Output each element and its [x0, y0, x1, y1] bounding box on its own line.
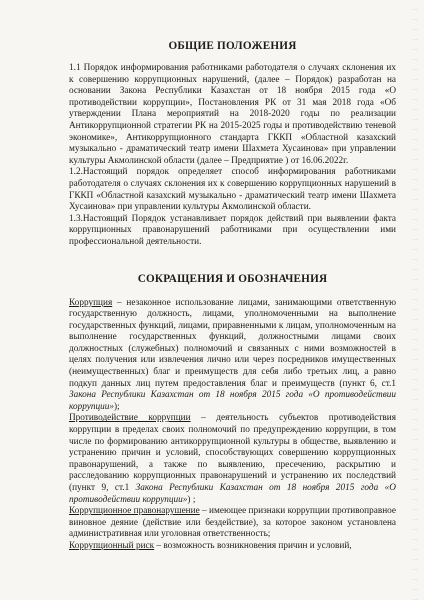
term-corruption: Коррупция: [69, 297, 113, 308]
paragraph-1-3: 1.3.Настоящий Порядок устанавливает порядок действий при выявлении факта коррупционных правонарушений работниками при осуществлении ими профессиональной деятельности.: [69, 213, 396, 247]
definition-corruption-end: );: [113, 401, 120, 412]
paragraph-1-1: 1.1 Порядок информирования работниками работодателя о случаях склонения их к совершению коррупционных нарушений, (далее – Порядок) разработан на основании Закона Республики Казахстан от 18 ноября 2015 года «О противодействии коррупции», Постановления РК от 31 мая 2018 года «Об утверждении Плана мероприятий на 2018-2020 годы по реализации Антикоррупционной стратегии РК на 2015-2025 годы и противодействию теневой экономике», Антикоррупционного стандарта ГККП «Областной казахский музыкально - драматический театр имени Шахмета Хусаинова» при управлении культуры Акмолинской области (далее – Предприятие ) от 16.06.2022г.: [69, 63, 396, 166]
scan-edge-marks: [412, 0, 418, 600]
definition-corruption-offense: [69, 506, 396, 541]
definition-corruption-offense-text: – имеющее признаки коррупции противоправное виновное деяние (действие или бездействие), за которое законом установлена административная или уголовная ответственность;: [69, 506, 396, 540]
term-corruption-offense: Коррупционное правонарушение: [69, 506, 200, 517]
definition-corruption-risk: [69, 541, 396, 553]
paragraph-1-2: 1.2.Настоящий порядок определяет способ информирования работниками работодателя о случаях склонения их к совершению коррупционных нарушений в ГККП «Областной казахский музыкально - драматический театр имени Шахмета Хусаинова» при управлении культуры Акмолинской области.: [69, 167, 396, 213]
term-anti-corruption: Противодействие коррупции: [69, 413, 191, 424]
definition-corruption-risk-text: – возможность возникновения причин и условий,: [154, 540, 352, 551]
definition-corruption-source: Закона Республики Казахстан от 18 ноября 2015 года «О противодействии коррупции»: [69, 390, 396, 412]
definition-anti-corruption-text: – деятельность субъектов противодействия коррупции в пределах своих полномочий по предупреждению коррупции, в том числе по формированию антикоррупционной культуры в обществе, выявлению и устранению причин и условий, способствующих совершению коррупционных правонарушений, а также по выявлению, пресечению, раскрытию и расследованию коррупционных правонарушений и устранению их последствий (пункт 9, ст.1: [69, 413, 396, 493]
definition-anti-corruption-source: Закона Республики Казахстан от 18 ноября 2015 года «О противодействии коррупции»: [69, 483, 396, 505]
definition-corruption: [69, 298, 396, 414]
term-corruption-risk: Коррупционный риск: [69, 540, 155, 551]
section-title-general: ОБЩИЕ ПОЛОЖЕНИЯ: [168, 40, 297, 52]
definition-anti-corruption: [69, 413, 396, 506]
definition-anti-corruption-end: ) ;: [187, 494, 196, 505]
section-title-abbreviations: СОКРАЩЕНИЯ И ОБОЗНАЧЕНИЯ: [137, 272, 328, 285]
definition-corruption-text: – незаконное использование лицами, занимающими ответственную государственную должность, лицами, уполномоченными на выполнение государственных функций, лицами, приравненными к лицам, уполномоченным на выполнение государственных функций, должностными лицами своих должностных (служебных) полномочий и связанных с ними возможностей в целях получения или извлечения лично или через посредников имущественных (неимущественных) благ и преимуществ для себя либо третьих лиц, а равно подкуп данных лиц путем предоставления благ и преимуществ (пункт 6, ст.1: [69, 297, 396, 389]
